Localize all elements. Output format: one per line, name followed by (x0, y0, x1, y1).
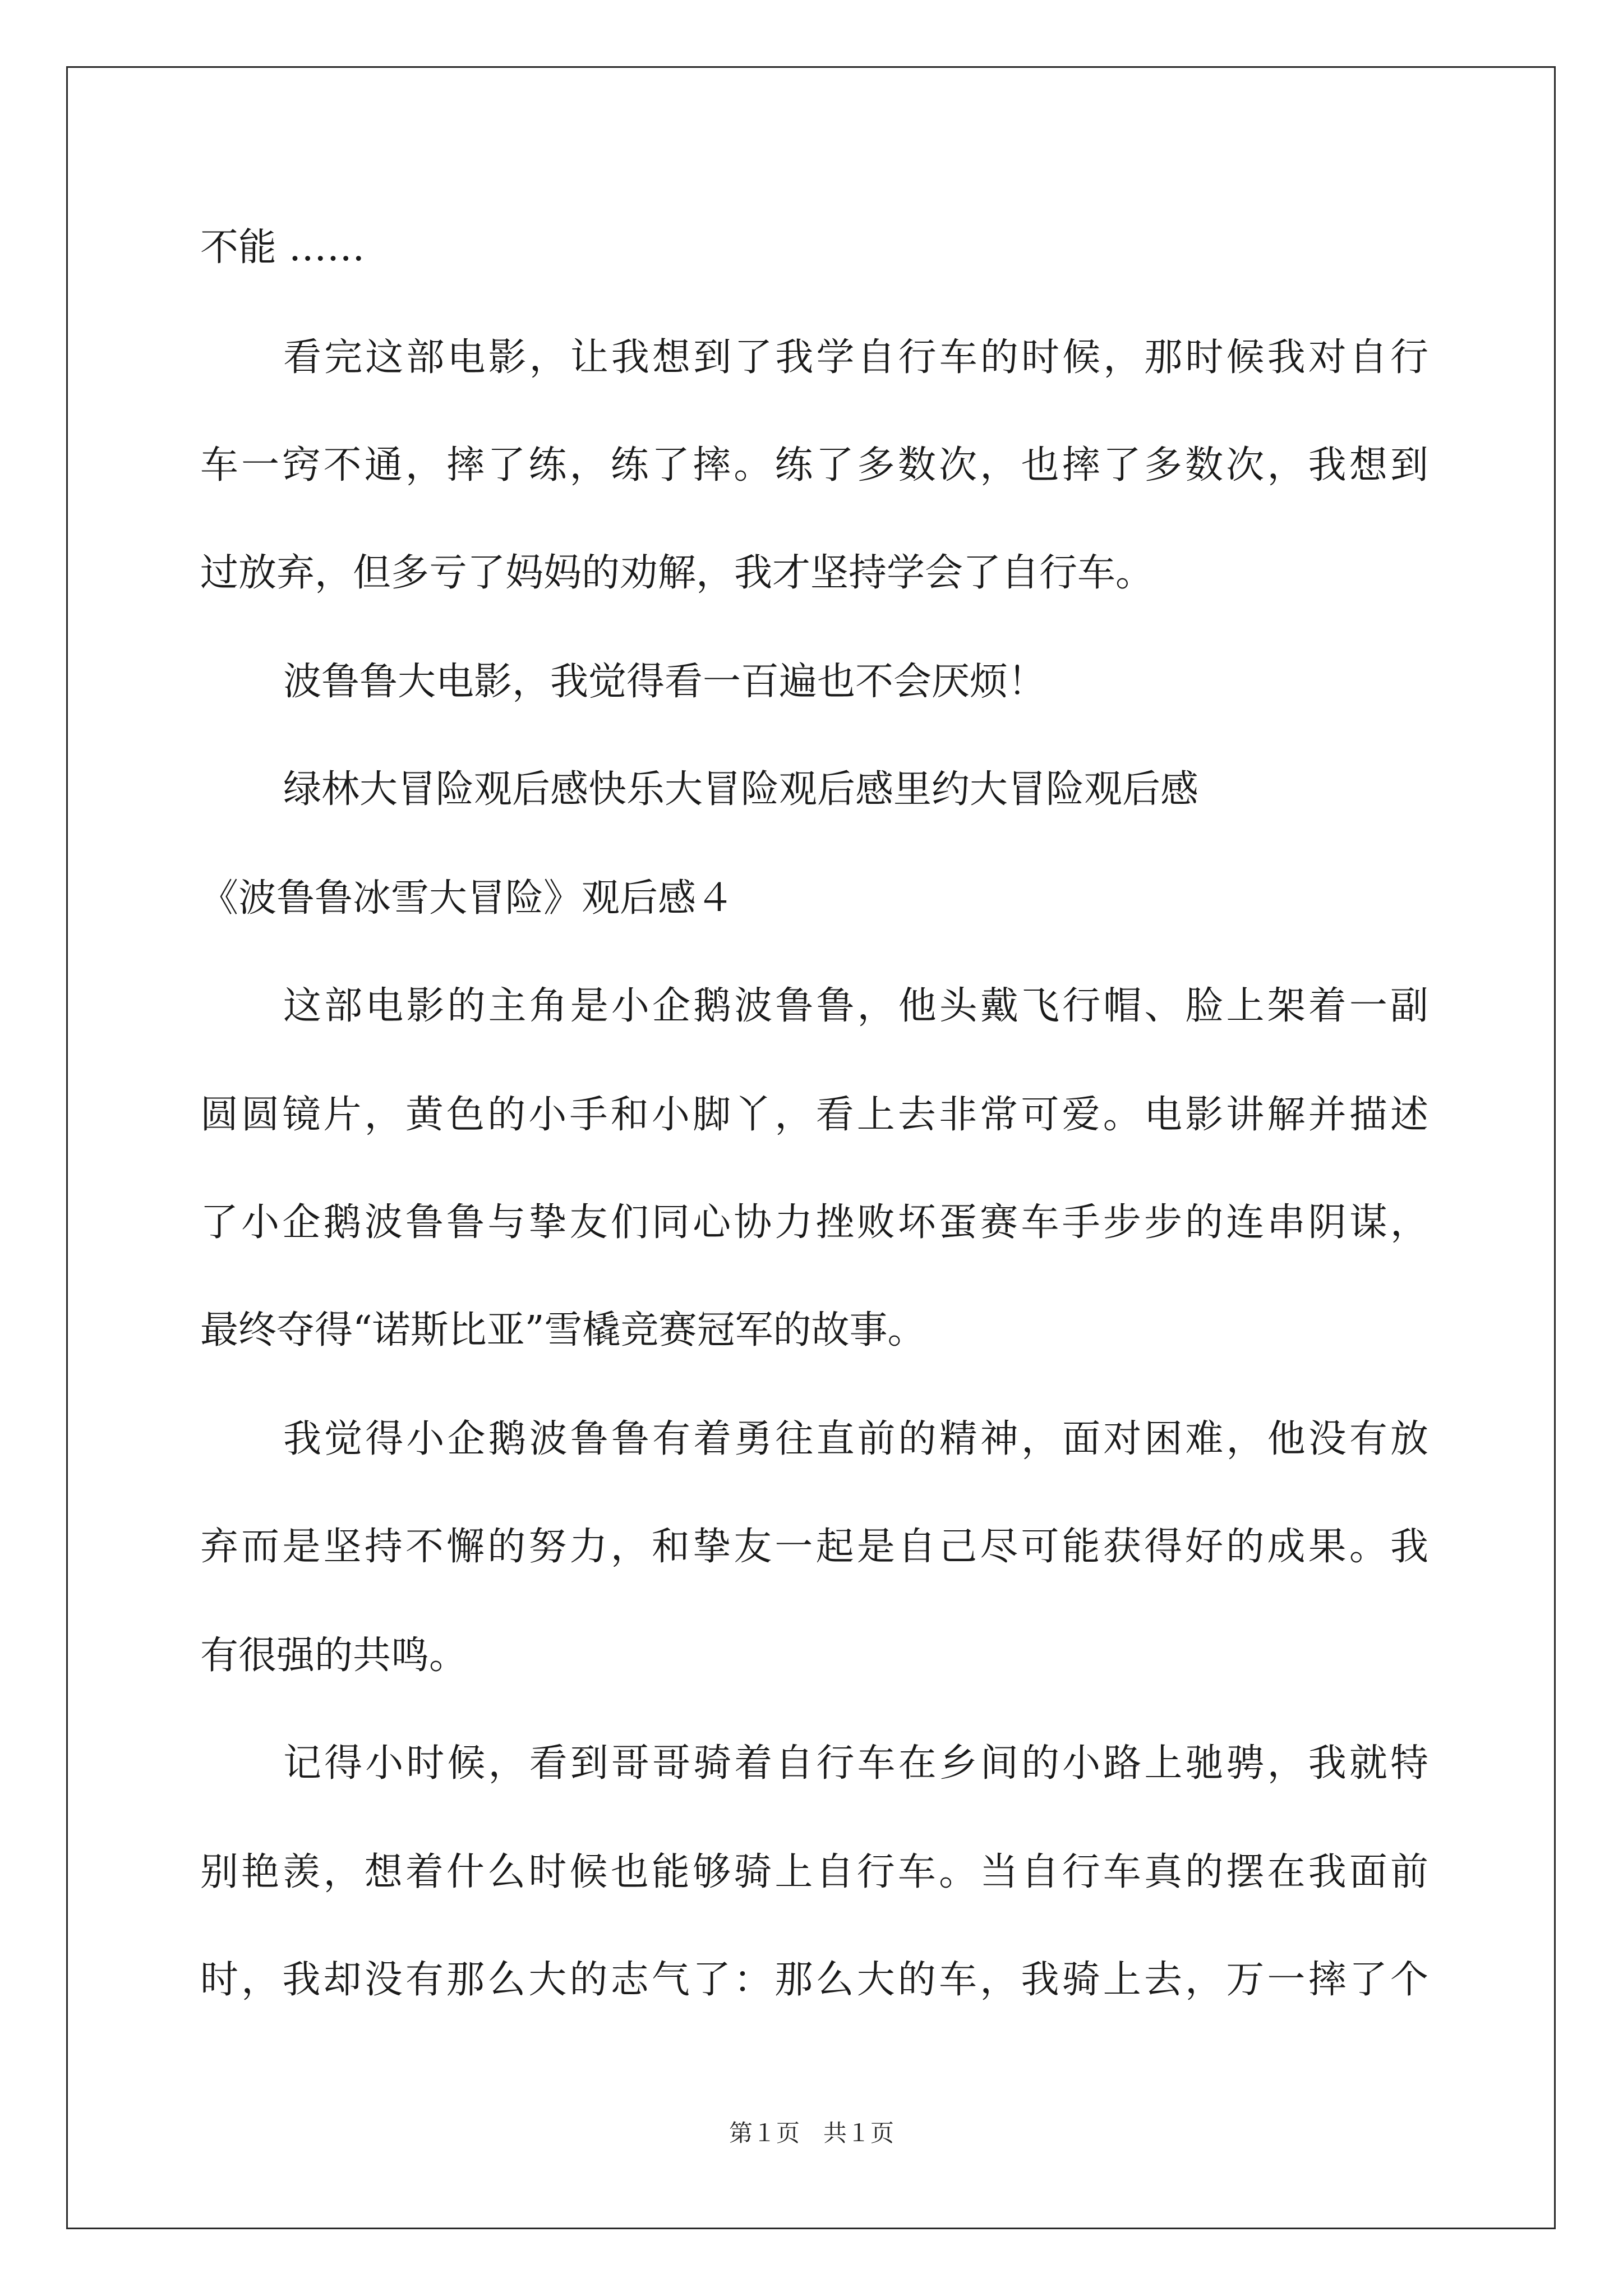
paragraph-first-line: 看完这部电影，让我想到了我学自行车的时候，那时候我对自行 (283, 335, 1428, 380)
section-heading: 《波鲁鲁冰雪大冒险》观后感４ (200, 876, 735, 921)
page-border (66, 66, 1556, 2229)
text-line: 不能 …… (200, 226, 365, 270)
paragraph-first-line: 我觉得小企鹅波鲁鲁有着勇往直前的精神，面对困难，他没有放 (283, 1417, 1428, 1461)
text-line: 了小企鹅波鲁鲁与挚友们同心协力挫败坏蛋赛车手步步的连串阴谋， (200, 1200, 1428, 1245)
paragraph-first-line: 记得小时候，看到哥哥骑着自行车在乡间的小路上驰骋，我就特 (283, 1741, 1428, 1786)
text-line: 弃而是坚持不懈的努力，和挚友一起是自己尽可能获得好的成果。我 (200, 1525, 1428, 1569)
text-line: 有很强的共鸣。 (200, 1634, 468, 1678)
text-line: 最终夺得“诺斯比亚”雪橇竞赛冠军的故事。 (200, 1308, 926, 1352)
paragraph-first-line: 这部电影的主角是小企鹅波鲁鲁，他头戴飞行帽、脸上架着一副 (283, 984, 1428, 1028)
text-line: 别艳羡，想着什么时候也能够骑上自行车。当自行车真的摆在我面前 (200, 1850, 1428, 1894)
text-line: 时，我却没有那么大的志气了：那么大的车，我骑上去，万一摔了个 (200, 1958, 1428, 2002)
page-footer: 第１页 共１页 (728, 2119, 894, 2147)
text-line: 圆圆镜片，黄色的小手和小脚丫，看上去非常可爱。电影讲解并描述 (200, 1093, 1428, 1137)
text-line: 过放弃，但多亏了妈妈的劝解，我才坚持学会了自行车。 (200, 551, 1154, 595)
related-titles: 绿林大冒险观后感快乐大冒险观后感里约大冒险观后感 (283, 767, 1199, 812)
text-line: 车一窍不通，摔了练，练了摔。练了多数次，也摔了多数次，我想到 (200, 443, 1428, 487)
paragraph-first-line: 波鲁鲁大电影，我觉得看一百遍也不会厌烦！ (283, 660, 1046, 704)
